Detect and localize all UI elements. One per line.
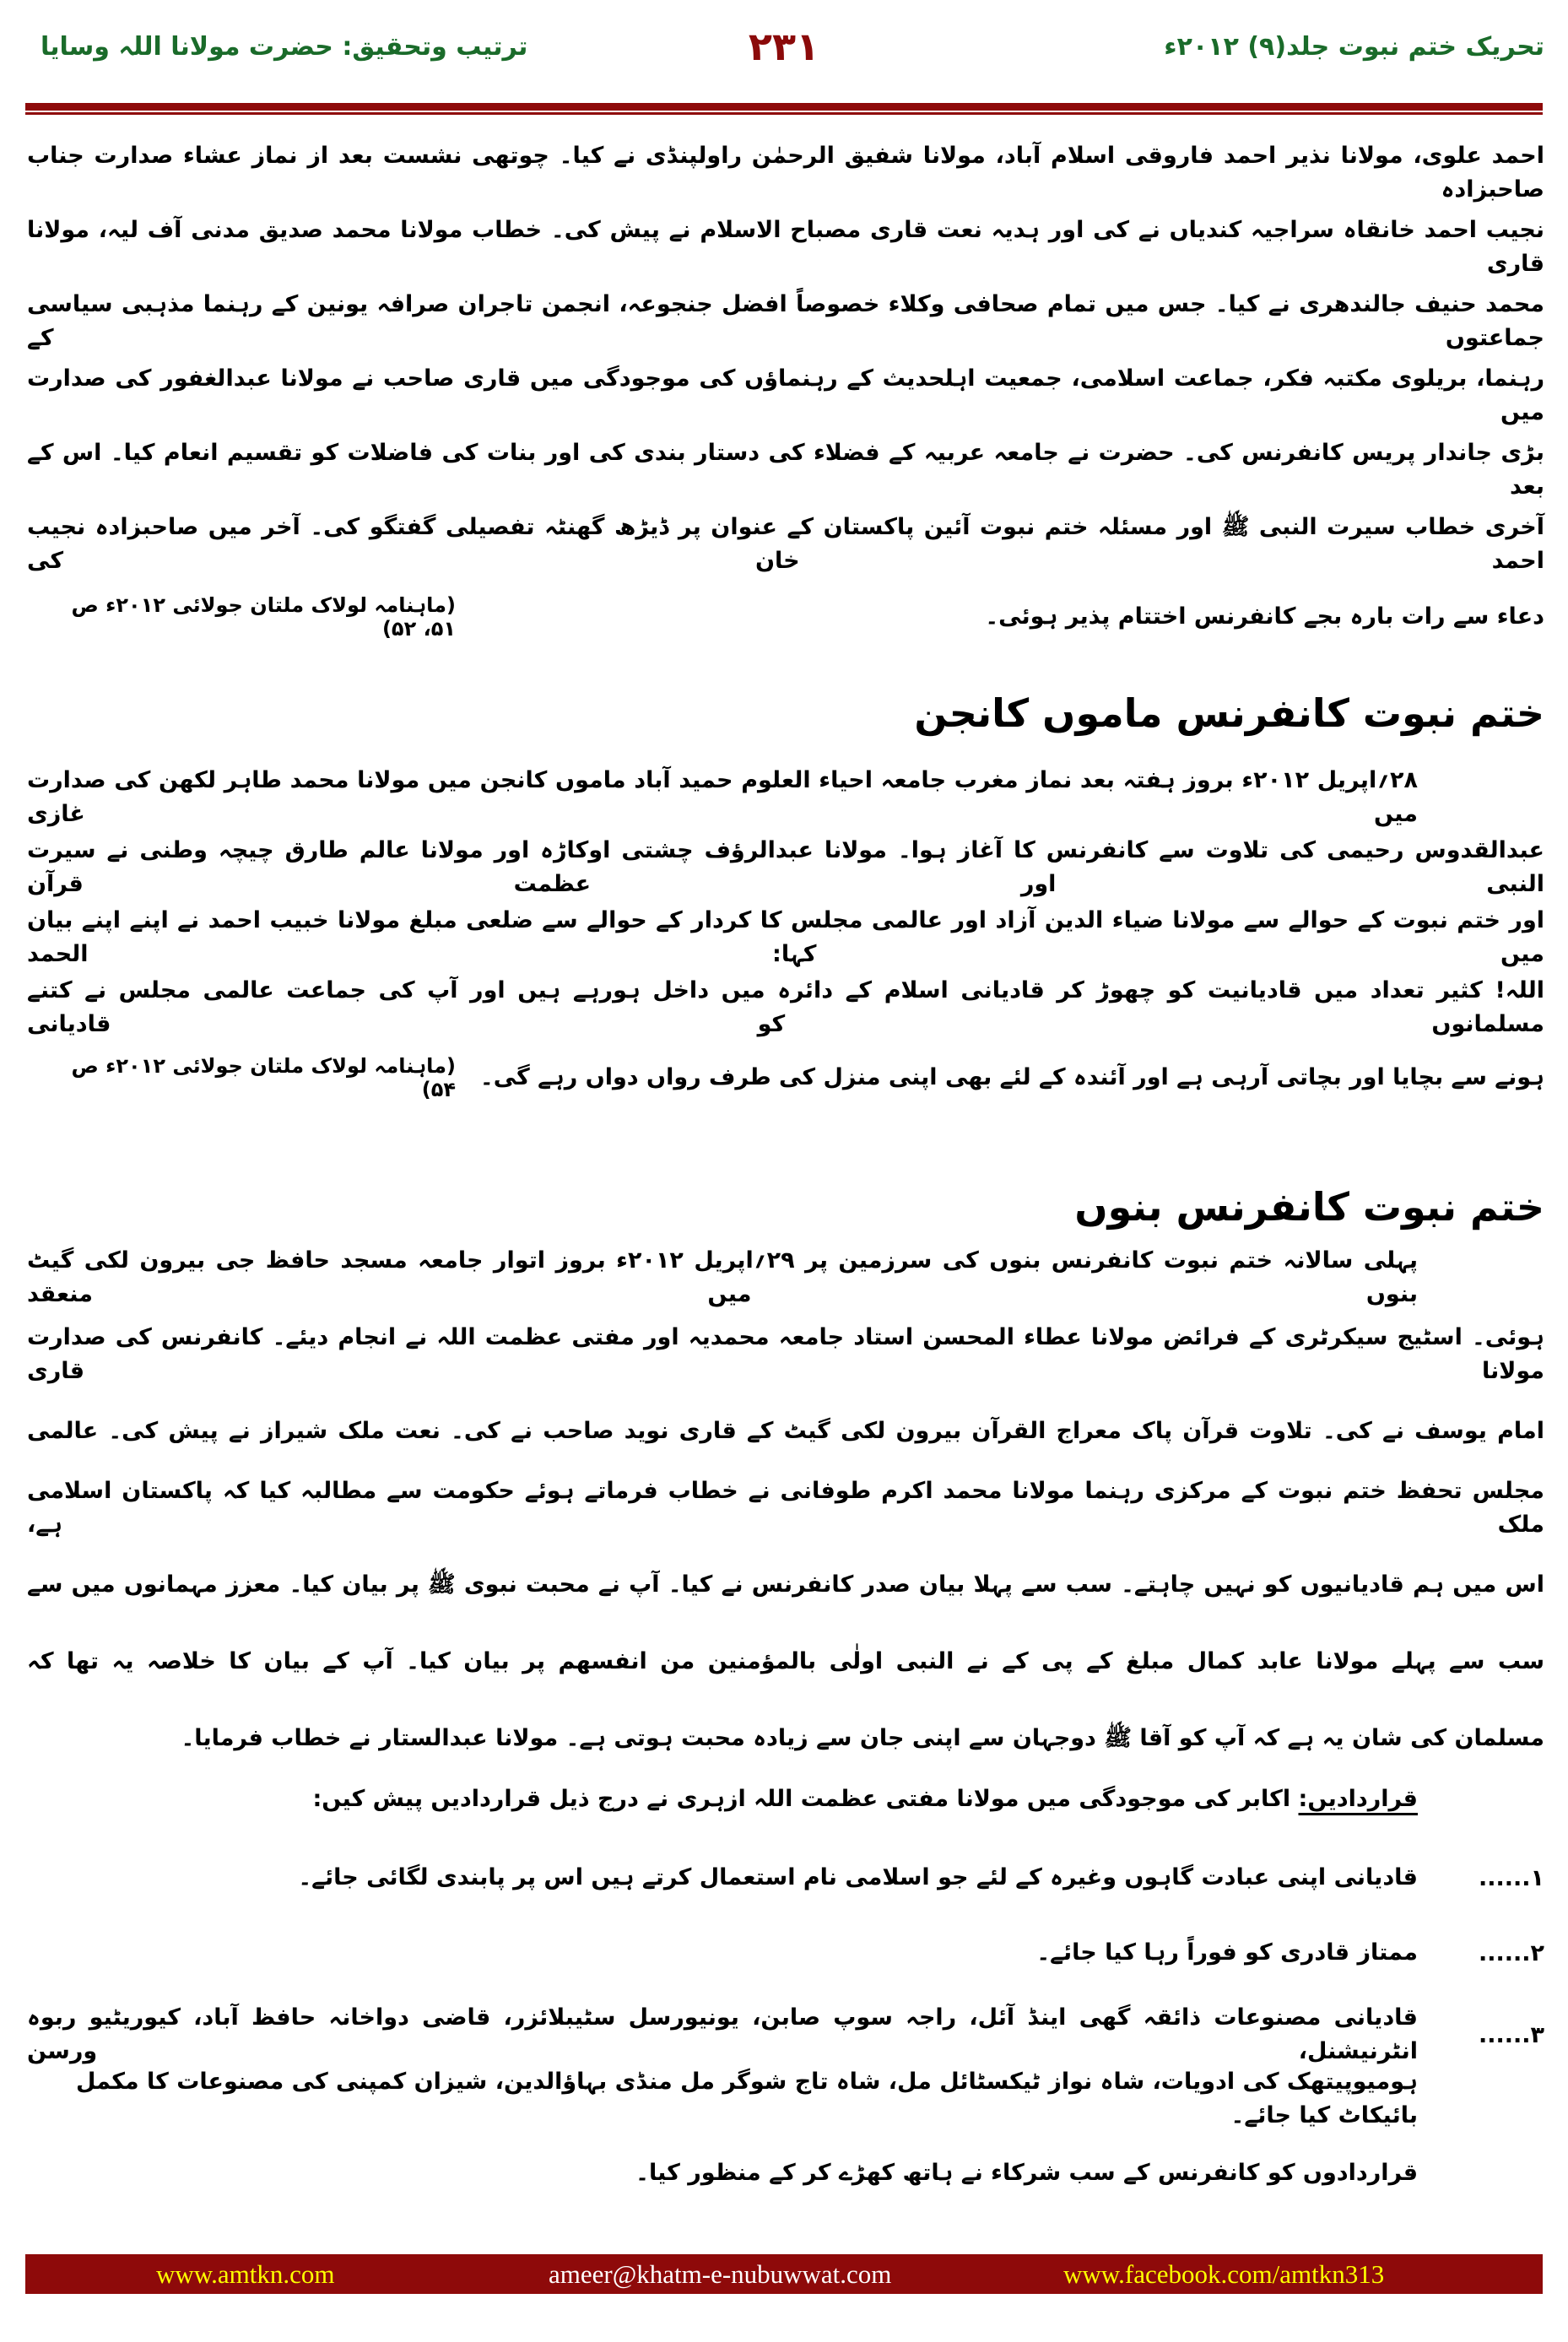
resolution-number: ۱...... [1478, 1864, 1544, 1891]
paragraph-line [473, 580, 1544, 654]
paragraph-line [27, 136, 1544, 210]
paragraph-line [27, 210, 1544, 284]
line-text: اور ختم نبوت کے حوالے سے مولانا ضیاء الدین آزاد اور عالمی مجلس کا کردار کے حوالے سے ضلعی مبلغ مولانا خبیب احمد نے اپنے اپنے بیان میں کہا: الحمد [27, 907, 1544, 967]
line-text: مجلس تحفظ ختم نبوت کے مرکزی رہنما مولانا محمد اکرم طوفانی نے خطاب فرماتے ہوئے حکومت سے مطالبہ کیا کہ پاکستان اسلامی ملک ہے، [27, 1478, 1544, 1538]
paragraph-line [27, 760, 1418, 835]
line-text: ہونے سے بچایا اور بچاتی آرہی ہے اور آئندہ کے لئے بھی اپنی منزل کی طرف رواں دواں رہے گی۔ [479, 1064, 1544, 1090]
resolution-line [27, 1916, 1418, 1990]
paragraph-line [27, 433, 1544, 507]
resolutions-intro-line [27, 1782, 1418, 1816]
paragraph-line [27, 1471, 1544, 1545]
line-text: اس میں ہم قادیانیوں کو نہیں چاہتے۔ سب سے پہلا بیان صدر کانفرنس نے کیا۔ آپ نے محبت نبوی ﷺ پر بیان کیا۔ معزز مہمانوں میں سے [27, 1571, 1544, 1598]
paragraph-line [27, 971, 1544, 1045]
line-text: آخری خطاب سیرت النبی ﷺ اور مسئلہ ختم نبوت آئین پاکستان کے عنوان پر ڈیڑھ گھنٹہ تفصیلی گفتگو کی۔ آخر میں صاحبزادہ نجیب احمد خان کی [27, 514, 1544, 574]
closing-line [27, 2136, 1418, 2210]
paragraph-line [27, 1317, 1544, 1392]
line-text: اللہ! کثیر تعداد میں قادیانیت کو چھوڑ کر قادیانی اسلام کے دائرہ میں داخل ہورہے ہیں اور آپ کی جماعت عالمی مجلس نے کتنے مسلمانوں کو قادیانی [27, 977, 1544, 1037]
paragraph-line [473, 1041, 1544, 1115]
resolution-text: ممتاز قادری کو فوراً رہا کیا جائے۔ [1036, 1939, 1418, 1966]
line-text: ۲۸؍اپریل ۲۰۱۲ء بروز ہفتہ بعد نماز مغرب جامعہ احیاء العلوم حمید آباد ماموں کانجن میں مولانا محمد طاہر لکھن کی صدارت میں غازی [27, 767, 1418, 827]
paragraph-line [27, 1625, 1544, 1699]
closing-text: قراردادوں کو کانفرنس کے سب شرکاء نے ہاتھ کھڑے کر کے منظور کیا۔ [635, 2160, 1418, 2186]
paragraph-line [27, 507, 1544, 581]
resolution-line [27, 2062, 1418, 2136]
line-text: عبدالقدوس رحیمی کی تلاوت سے کانفرنس کا آغاز ہوا۔ مولانا عبدالرؤف چشتی اوکاڑہ اور مولانا عالم طارق چیچہ وطنی نے سیرت النبی اور عظمت قرآن [27, 837, 1544, 897]
resolution-number: ۳...... [1478, 2021, 1544, 2048]
email-link[interactable]: ameer@khatm-e-nubuwwat.com [549, 2259, 892, 2289]
header-divider-thin [25, 112, 1543, 115]
page-number: ۲۳۱ [748, 24, 820, 69]
resolution-text: قادیانی اپنی عبادت گاہوں وغیرہ کے لئے جو اسلامی نام استعمال کرتے ہیں اس پر پابندی لگائی جائے۔ [298, 1864, 1418, 1890]
line-text: بڑی جاندار پریس کانفرنس کی۔ حضرت نے جامعہ عربیہ کے فضلاء کی دستار بندی کی اور بنات کی فاضلات کو تقسیم انعام کیا۔ اس کے بعد [27, 440, 1544, 500]
line-text: نجیب احمد خانقاہ سراجیہ کندیاں نے کی اور ہدیہ نعت قاری مصباح الاسلام نے پیش کی۔ خطاب مولانا محمد صدیق مدنی آف لیہ، مولانا قاری [27, 217, 1544, 277]
website-link[interactable]: www.amtkn.com [156, 2259, 335, 2289]
paragraph-line [27, 830, 1544, 905]
resolution-line [27, 1841, 1418, 1915]
paragraph-line [27, 359, 1544, 433]
line-text: رہنما، بریلوی مکتبہ فکر، جماعت اسلامی، جمعیت اہلحدیث کے رہنماؤں کی موجودگی میں قاری صاحب نے مولانا عبدالغفور کی صدارت میں [27, 365, 1544, 425]
line-text: سب سے پہلے مولانا عابد کمال مبلغ کے پی کے نے النبی اولٰی بالمؤمنین من انفسھم پر بیان کیا۔ آپ کے بیان کا خلاصہ یہ تھا کہ [27, 1648, 1544, 1674]
resolutions-intro [27, 1762, 1418, 1836]
line-text: مسلمان کی شان یہ ہے کہ آپ کو آقا ﷺ دوجہان سے اپنی جان سے زیادہ محبت ہوتی ہے۔ مولانا عبدالستار نے خطاب فرمایا۔ [181, 1725, 1544, 1751]
compiler-credit: ترتیب وتحقیق: حضرت مولانا اللہ وسایا [41, 32, 528, 62]
resolution-text: قادیانی مصنوعات ذائقہ گھی اینڈ آئل، راجہ سوپ صابن، یونیورسل سٹیبلائزر، قاضی دواخانہ حافظ آباد، کیوریٹیو ربوہ انٹرنیشنل، ورسن [27, 2004, 1418, 2064]
line-text: پہلی سالانہ ختم نبوت کانفرنس بنوں کی سرزمین پر ۲۹؍اپریل ۲۰۱۲ء بروز اتوار جامعہ مسجد حافظ جی بیرون لکی گیٹ بنوں میں منعقد [27, 1247, 1418, 1307]
book-title: تحریک ختم نبوت جلد(۹) ۲۰۱۲ء [1164, 32, 1544, 62]
section-heading: ختم نبوت کانفرنس بنوں [1074, 1184, 1544, 1230]
paragraph-line [27, 284, 1544, 359]
line-text: ہوئی۔ اسٹیج سیکرٹری کے فرائض مولانا عطاء المحسن استاد جامعہ محمدیہ اور مفتی عظمت اللہ نے انجام دیئے۔ کانفرنس کی صدارت مولانا قاری [27, 1324, 1544, 1384]
line-text: امام یوسف نے کی۔ تلاوت قرآن پاک معراج القرآن بیرون لکی گیٹ کے قاری نوید صاحب نے کی۔ نعت ملک شیراز نے پیش کی۔ عالمی [27, 1418, 1544, 1444]
paragraph-line [27, 901, 1544, 975]
resolutions-intro-text: اکابر کی موجودگی میں مولانا مفتی عظمت اللہ ازہری نے درج ذیل قراردادیں پیش کیں: [312, 1786, 1299, 1812]
line-text: دعاء سے رات بارہ بجے کانفرنس اختتام پذیر ہوئی۔ [985, 603, 1544, 630]
paragraph-line [27, 1241, 1418, 1315]
paragraph-line [27, 1548, 1544, 1622]
citation: (ماہنامہ لولاک ملتان جولائی ۲۰۱۲ء ص ۵۴) [71, 1054, 456, 1101]
page-footer [25, 2254, 1543, 2294]
resolution-text: ہومیوپیتھک کی ادویات، شاہ نواز ٹیکسٹائل مل، شاہ تاج شوگر مل منڈی بہاؤالدین، شیزان کمپنی کی مصنوعات کا مکمل بائیکاٹ کیا جائے۔ [76, 2069, 1418, 2128]
facebook-link[interactable]: www.facebook.com/amtkn313 [1063, 2259, 1385, 2289]
citation: (ماہنامہ لولاک ملتان جولائی ۲۰۱۲ء ص ۵۱، ۵۲) [71, 593, 456, 641]
resolution-line [27, 1998, 1418, 2072]
resolution-number: ۲...... [1478, 1939, 1544, 1966]
header-divider [25, 103, 1543, 111]
resolutions-label: قراردادیں: [1298, 1786, 1418, 1812]
section-heading: ختم نبوت کانفرنس ماموں کانجن [914, 690, 1544, 736]
line-text: محمد حنیف جالندھری نے کیا۔ جس میں تمام صحافی وکلاء خصوصاً افضل جنجوعہ، انجمن تاجران صرافہ یونین کے رہنما مذہبی سیاسی جماعتوں کے [27, 291, 1544, 351]
line-text: احمد علوی، مولانا نذیر احمد فاروقی اسلام آباد، مولانا شفیق الرحمٰن راولپنڈی نے کیا۔ چوتھی نشست بعد از نماز عشاء صدارت جناب صاحبزادہ [27, 143, 1544, 203]
paragraph-line [27, 1394, 1544, 1468]
